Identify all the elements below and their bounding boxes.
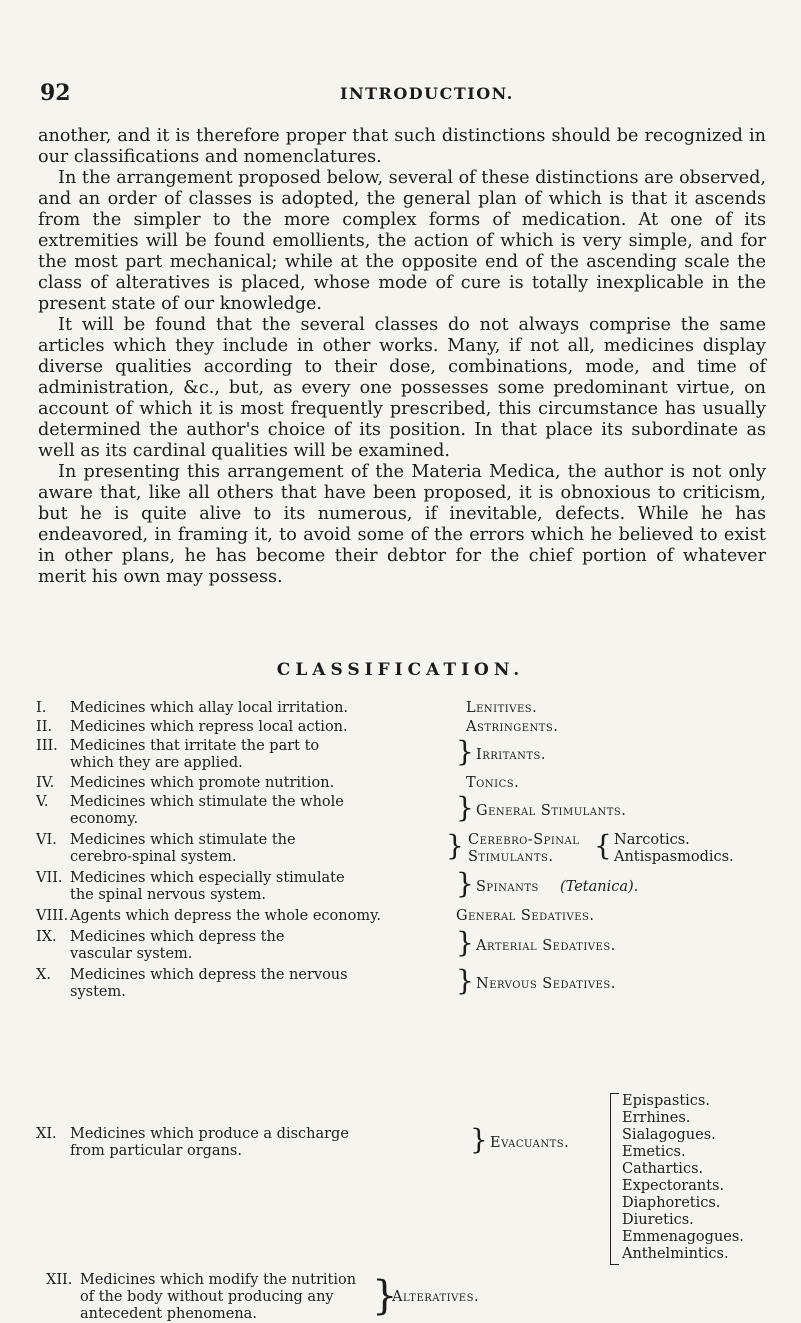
- subcategory: Emmenagogues.: [622, 1229, 744, 1245]
- subcategory: Epispastics.: [622, 1093, 710, 1109]
- class-description: Agents which depress the whole economy.: [70, 908, 381, 924]
- class-category: Astringents.: [466, 719, 559, 735]
- subcategory: Cathartics.: [622, 1161, 704, 1177]
- running-head: INTRODUCTION.: [340, 84, 514, 103]
- class-description: Medicines which promote nutrition.: [70, 775, 335, 791]
- brace-glyph: }: [456, 964, 474, 997]
- class-number: I.: [36, 700, 47, 716]
- brace-glyph: }: [456, 735, 474, 768]
- evacuants-subcategory-list: [622, 1093, 792, 1263]
- brace-glyph: }: [456, 867, 474, 900]
- body-text: [38, 126, 766, 588]
- brace-glyph: }: [372, 1273, 398, 1319]
- class-number: IX.: [36, 929, 57, 945]
- class-description: Medicines which depress the vascular system.: [70, 929, 285, 962]
- class-description: Medicines which modify the nutrition of the body without producing any antecedent phenomena.: [80, 1272, 357, 1322]
- class-category: Alteratives.: [392, 1289, 480, 1305]
- class-category: Stimulants.: [468, 849, 554, 865]
- class-category: Cerebro-Spinal: [468, 832, 580, 848]
- class-category: Spinants: [476, 879, 539, 895]
- class-category: Lenitives.: [466, 700, 538, 716]
- class-number: VIII.: [36, 908, 69, 924]
- class-description: Medicines which allay local irritation.: [70, 700, 349, 716]
- class-category: Nervous Sedatives.: [476, 976, 616, 992]
- class-number: VI.: [36, 832, 57, 848]
- class-description: Medicines which stimulate the cerebro-spinal system.: [70, 832, 296, 865]
- subcategory: Expectorants.: [622, 1178, 725, 1194]
- class-number: X.: [36, 967, 51, 983]
- class-category: General Sedatives.: [456, 908, 595, 924]
- page-number: 92: [40, 80, 71, 106]
- paragraph: In presenting this arrangement of the Materia Medica, the author is not only aware that, like all others that have been proposed, it is obnoxious to criticism, but he is quite alive to its numerous, if inevitable, defects. While he has endeavored, in framing it, to avoid some of the errors which he believed to exist in other plans, he has become their debtor for the chief portion of whatever merit his own may possess.: [38, 462, 766, 587]
- subcategory: Sialagogues.: [622, 1127, 716, 1143]
- paragraph: another, and it is therefore proper that such distinctions should be recognized in our classifications and nomenclatures.: [38, 126, 766, 167]
- paragraph: In the arrangement proposed below, several of these distinctions are observed, and an order of classes is adopted, the general plan of which is that it ascends from the simpler to the more complex forms of medication. At one of its extremities will be found emollients, the action of which is very simple, and for the most part mechanical; while at the opposite end of the ascending scale the class of alteratives is placed, whose mode of cure is totally inexplicable in the present state of our knowledge.: [38, 168, 766, 314]
- class-description: Medicines which depress the nervous system.: [70, 967, 348, 1000]
- brace-glyph: }: [446, 829, 464, 862]
- class-description: Medicines that irritate the part to which they are applied.: [70, 738, 320, 771]
- subcategory: Errhines.: [622, 1110, 691, 1126]
- class-number: XI.: [36, 1126, 57, 1142]
- brace-glyph: }: [456, 791, 474, 824]
- paragraph: It will be found that the several classes do not always comprise the same articles which they include in other works. Many, if not all, medicines display diverse qualities according to their dose, combinations, mode, and time of administration, &c., but, as every one possesses some predominant virtue, on account of which it is most frequently prescribed, this circumstance has usually determined the author's choice of its position. In that place its subordinate as well as its cardinal qualities will be examined.: [38, 315, 766, 461]
- subcategory: Anthelmintics.: [622, 1246, 729, 1262]
- brace-glyph: }: [456, 926, 474, 959]
- subcategory: Diaphoretics.: [622, 1195, 721, 1211]
- class-category: Irritants.: [476, 747, 546, 763]
- class-description: Medicines which especially stimulate the spinal nervous system.: [70, 870, 345, 903]
- subcategory: Antispasmodics.: [614, 849, 734, 865]
- classification-title: CLASSIFICATION.: [276, 660, 525, 680]
- class-number: V.: [36, 794, 49, 810]
- class-category: Arterial Sedatives.: [476, 938, 616, 954]
- class-category: Tonics.: [466, 775, 520, 791]
- subcategory: Diuretics.: [622, 1212, 694, 1228]
- class-category-note: (Tetanica).: [560, 879, 639, 895]
- page-header: [40, 80, 780, 110]
- subcategory: Emetics.: [622, 1144, 686, 1160]
- class-category: Evacuants.: [490, 1135, 570, 1151]
- class-description: Medicines which repress local action.: [70, 719, 348, 735]
- brace-glyph: }: [470, 1123, 488, 1156]
- evacuants-bracket: [610, 1093, 619, 1265]
- class-description: Medicines which stimulate the whole economy.: [70, 794, 344, 827]
- class-number: III.: [36, 738, 58, 754]
- class-number: II.: [36, 719, 53, 735]
- subcategory: Narcotics.: [614, 832, 690, 848]
- class-number: XII.: [46, 1272, 73, 1288]
- class-number: VII.: [36, 870, 63, 886]
- brace-glyph: {: [594, 829, 612, 862]
- class-description: Medicines which produce a discharge from particular organs.: [70, 1126, 349, 1159]
- class-number: IV.: [36, 775, 55, 791]
- class-category: General Stimulants.: [476, 803, 627, 819]
